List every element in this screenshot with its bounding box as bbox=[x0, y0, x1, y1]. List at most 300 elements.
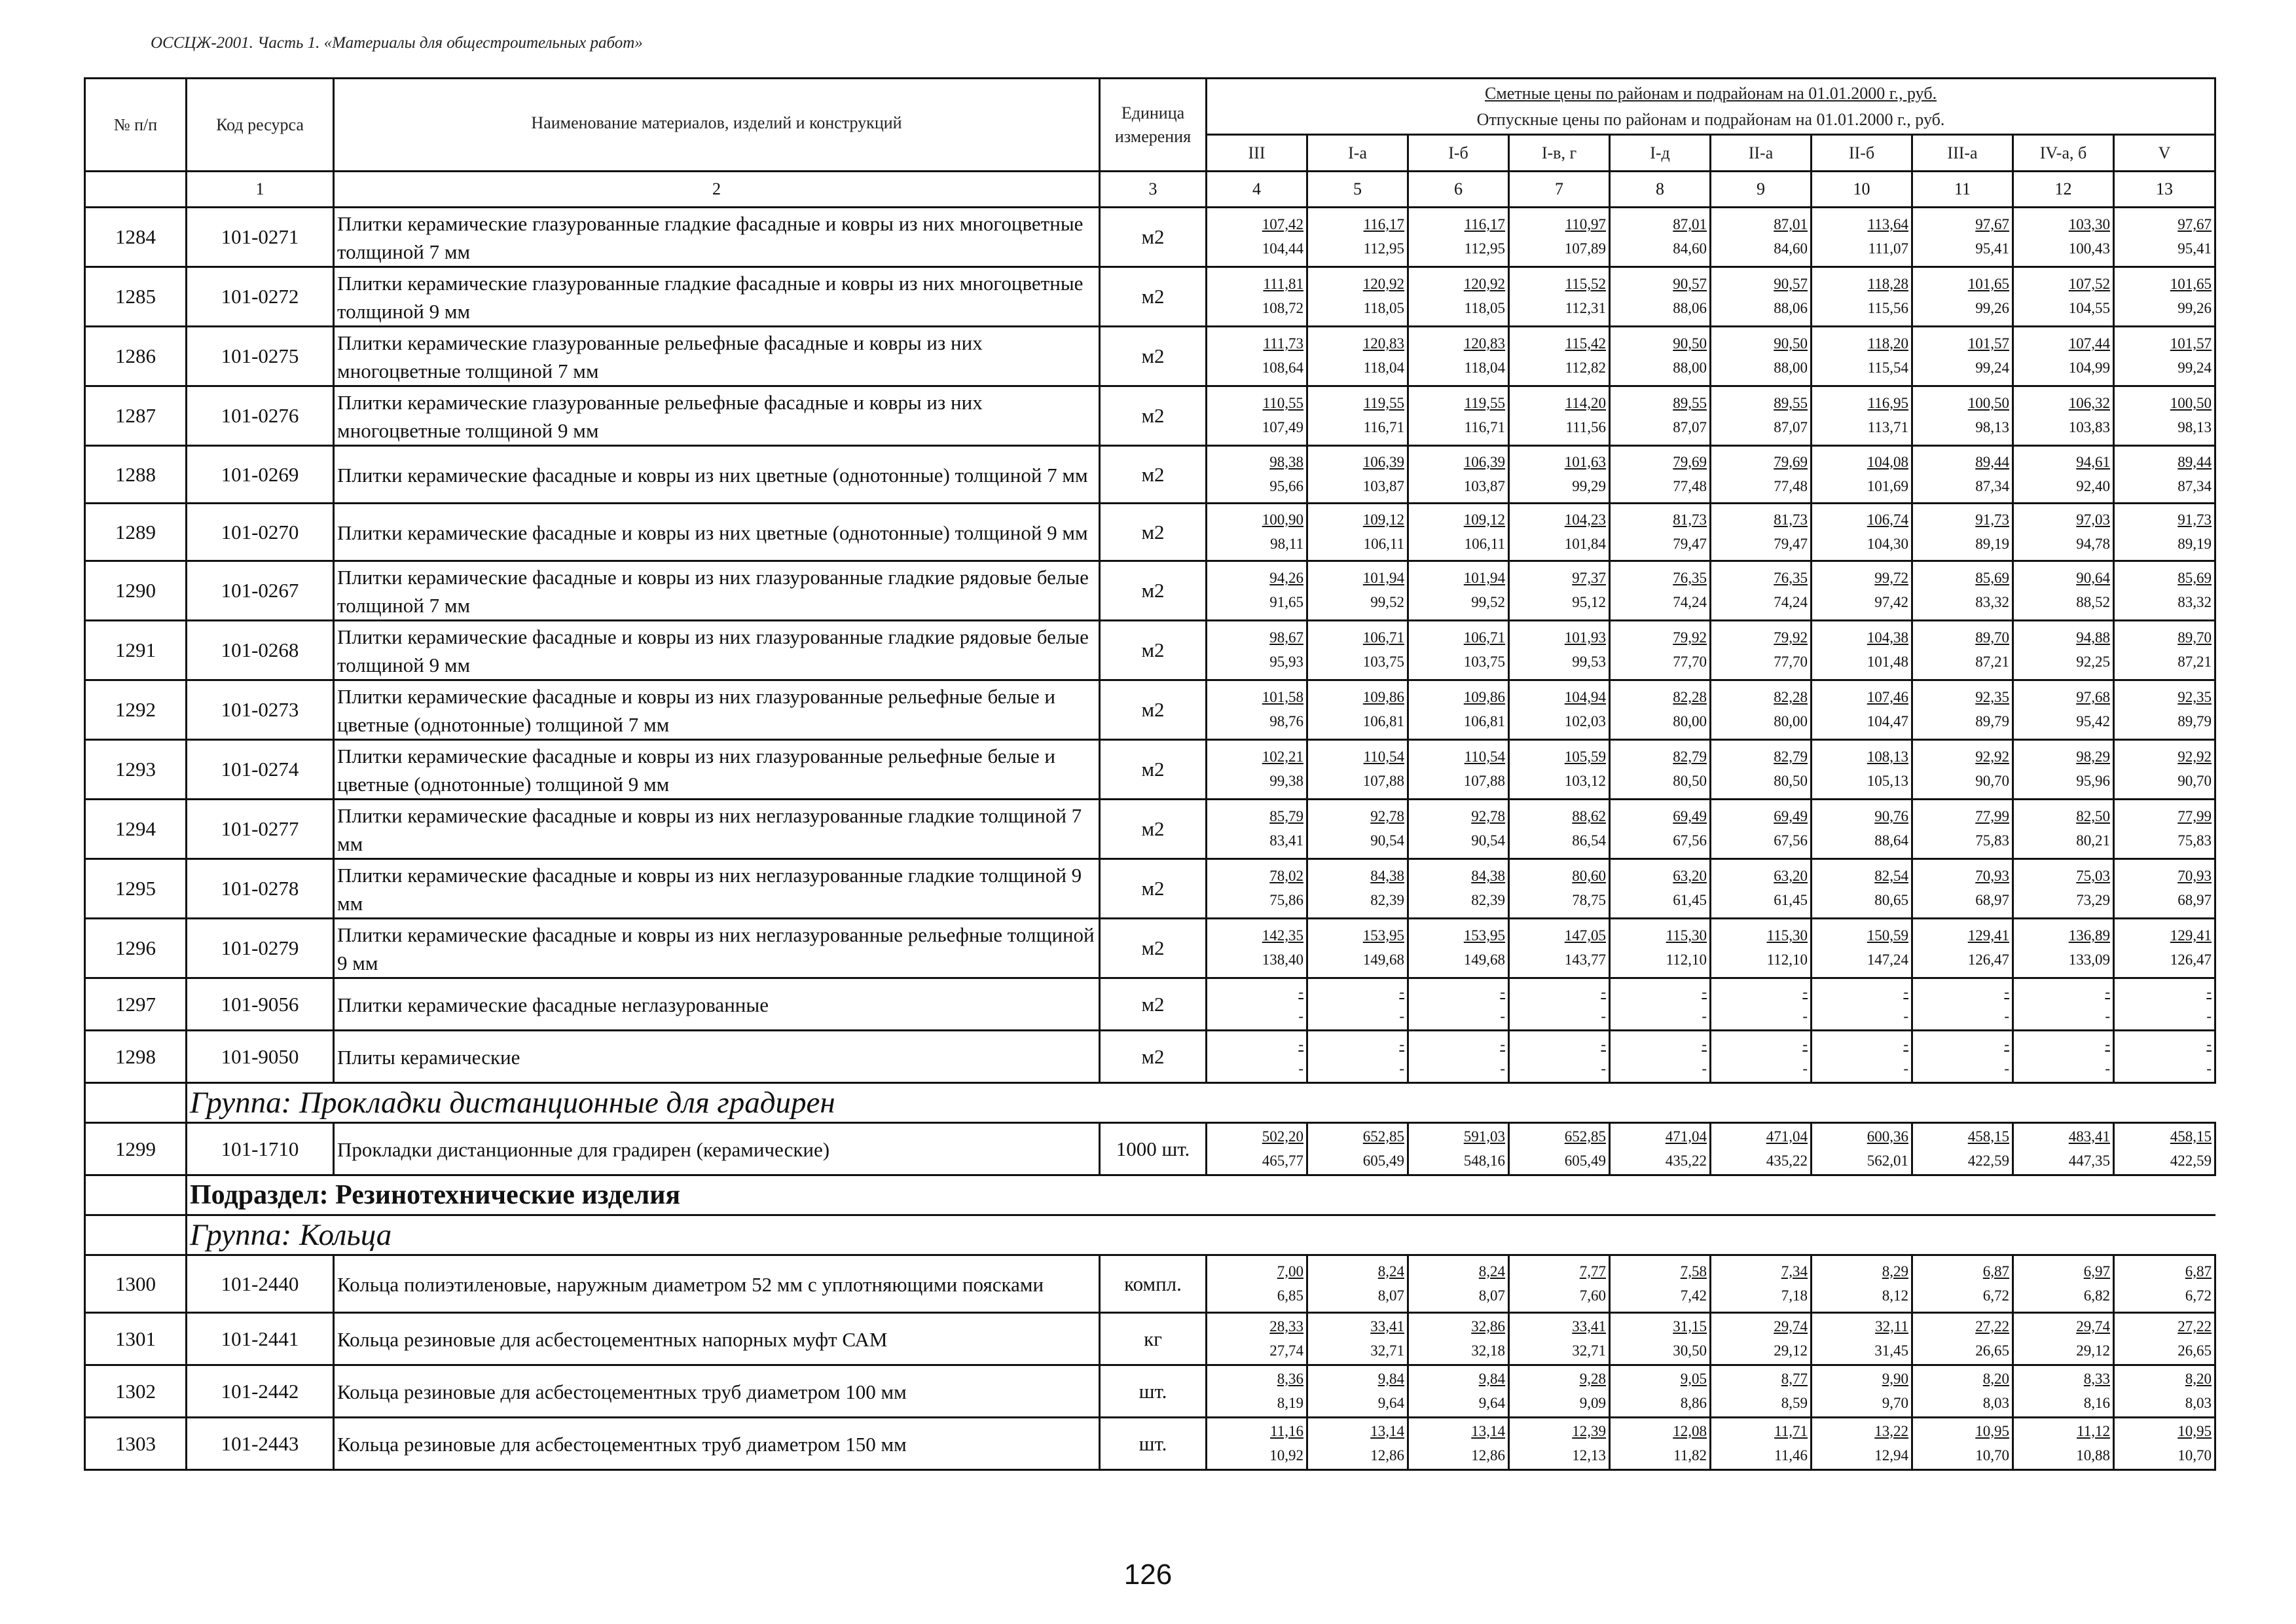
estimate-price: 107,52 bbox=[2068, 276, 2110, 292]
material-name: Кольца резиновые для асбестоцементных напорных муфт САМ bbox=[334, 1313, 1100, 1365]
estimate-price: 111,81 bbox=[1263, 276, 1303, 292]
release-price: 548,16 bbox=[1463, 1152, 1505, 1169]
price-cell bbox=[1912, 680, 2013, 740]
estimate-price: 11,71 bbox=[1774, 1422, 1808, 1439]
price-cell bbox=[2013, 1255, 2114, 1313]
release-price: 8,19 bbox=[1277, 1394, 1303, 1411]
release-price: 80,21 bbox=[2076, 832, 2110, 849]
price-cell bbox=[1912, 740, 2013, 800]
price-cell bbox=[1812, 800, 1912, 859]
release-price: 562,01 bbox=[1867, 1152, 1908, 1169]
release-price: 75,83 bbox=[1975, 832, 2009, 849]
release-price: 101,48 bbox=[1867, 654, 1908, 670]
price-cell bbox=[1207, 327, 1307, 386]
release-price: 107,88 bbox=[1463, 773, 1505, 789]
estimate-price: 78,02 bbox=[1269, 868, 1303, 884]
release-price: 143,77 bbox=[1564, 951, 1606, 968]
estimate-price: 94,88 bbox=[2076, 629, 2110, 646]
unit-of-measure: 1000 шт. bbox=[1100, 1123, 1207, 1175]
estimate-price: 98,38 bbox=[1269, 453, 1303, 470]
row-number: 1285 bbox=[85, 267, 187, 327]
estimate-price: 106,71 bbox=[1362, 629, 1404, 646]
release-price: 80,00 bbox=[1673, 713, 1707, 729]
release-price: 95,12 bbox=[1572, 594, 1606, 610]
release-price: 116,71 bbox=[1363, 419, 1404, 435]
price-cell bbox=[1610, 386, 1711, 446]
material-name: Кольца резиновые для асбестоцементных труб диаметром 150 мм bbox=[334, 1418, 1100, 1470]
price-cell bbox=[1912, 386, 2013, 446]
release-price: 74,24 bbox=[1774, 594, 1808, 610]
release-price: 92,25 bbox=[2076, 654, 2110, 670]
table-row bbox=[85, 1255, 2215, 1313]
release-price: 74,24 bbox=[1673, 594, 1707, 610]
release-price: 126,47 bbox=[2170, 951, 2212, 968]
price-cell bbox=[2013, 1365, 2114, 1418]
release-price: - bbox=[1702, 1007, 1707, 1024]
release-price: 26,65 bbox=[1975, 1342, 2009, 1359]
price-cell bbox=[2114, 561, 2215, 621]
estimate-price: 82,79 bbox=[1673, 748, 1707, 765]
price-cell bbox=[1812, 1255, 1912, 1313]
region-header: I-а bbox=[1307, 135, 1408, 172]
price-cell bbox=[1812, 1418, 1912, 1470]
price-cell bbox=[1912, 1031, 2013, 1083]
estimate-price: 9,28 bbox=[1579, 1370, 1606, 1387]
release-price: 95,66 bbox=[1269, 477, 1303, 494]
price-cell bbox=[1408, 680, 1509, 740]
release-price: - bbox=[1601, 1007, 1606, 1024]
estimate-price: 11,12 bbox=[2077, 1422, 2110, 1439]
estimate-price: 113,64 bbox=[1867, 216, 1908, 232]
estimate-price: 115,30 bbox=[1666, 927, 1707, 944]
group-title: Группа: Прокладки дистанционные для градирен bbox=[187, 1083, 2215, 1123]
estimate-price: - bbox=[2004, 1035, 2009, 1052]
price-cell bbox=[1711, 740, 1812, 800]
price-cell bbox=[1912, 1313, 2013, 1365]
price-cell bbox=[1912, 1255, 2013, 1313]
estimate-price: 109,86 bbox=[1362, 689, 1404, 705]
release-price: - bbox=[1903, 1060, 1908, 1077]
price-cell bbox=[1408, 504, 1509, 561]
price-cell bbox=[2114, 1313, 2215, 1365]
estimate-price: 90,64 bbox=[2076, 570, 2110, 586]
release-price: 107,49 bbox=[1262, 419, 1303, 435]
price-cell bbox=[1711, 800, 1812, 859]
price-cell bbox=[1207, 267, 1307, 327]
column-number: 1 bbox=[187, 172, 334, 208]
column-number-row bbox=[85, 172, 2215, 208]
release-price: 10,70 bbox=[2178, 1447, 2212, 1464]
resource-code: 101-0274 bbox=[187, 740, 334, 800]
release-price: 435,22 bbox=[1665, 1152, 1707, 1169]
release-price: - bbox=[2105, 1007, 2110, 1024]
release-price: 101,84 bbox=[1564, 535, 1606, 552]
price-cell bbox=[2013, 561, 2114, 621]
estimate-price: 69,49 bbox=[1673, 808, 1707, 824]
unit-of-measure: шт. bbox=[1100, 1365, 1207, 1418]
release-price: 87,21 bbox=[2178, 654, 2212, 670]
release-price: 88,06 bbox=[1673, 300, 1707, 316]
price-cell bbox=[1307, 267, 1408, 327]
estimate-price: 79,92 bbox=[1774, 629, 1808, 646]
price-cell bbox=[1711, 919, 1812, 978]
release-price: 29,12 bbox=[1774, 1342, 1808, 1359]
estimate-price: 90,50 bbox=[1774, 335, 1808, 352]
release-price: - bbox=[1702, 1060, 1707, 1077]
release-price: - bbox=[1500, 1060, 1505, 1077]
estimate-price: 85,69 bbox=[1975, 570, 2009, 586]
estimate-price: - bbox=[1903, 1035, 1908, 1052]
release-price: 90,70 bbox=[1975, 773, 2009, 789]
price-cell bbox=[1711, 1031, 1812, 1083]
estimate-price: 89,44 bbox=[2178, 453, 2212, 470]
release-price: 112,10 bbox=[1666, 951, 1707, 968]
estimate-price: 12,08 bbox=[1673, 1422, 1707, 1439]
price-cell bbox=[1307, 919, 1408, 978]
estimate-price: 119,55 bbox=[1363, 395, 1404, 411]
estimate-price: 115,52 bbox=[1565, 276, 1606, 292]
estimate-price: - bbox=[2105, 983, 2110, 1000]
price-cell bbox=[2114, 1031, 2215, 1083]
estimate-price: - bbox=[1903, 983, 1908, 1000]
release-price: 80,00 bbox=[1774, 713, 1808, 729]
material-name: Плитки керамические фасадные и ковры из них глазурованные рельефные белые и цветные (однотонные) толщиной 7 мм bbox=[334, 680, 1100, 740]
estimate-price: 136,89 bbox=[2068, 927, 2110, 944]
release-price: 84,60 bbox=[1774, 240, 1808, 257]
price-cell bbox=[1912, 621, 2013, 680]
unit-of-measure: м2 bbox=[1100, 859, 1207, 919]
estimate-price: 10,95 bbox=[2178, 1422, 2212, 1439]
estimate-price: - bbox=[1702, 1035, 1707, 1052]
estimate-price: 106,71 bbox=[1463, 629, 1505, 646]
material-name: Плитки керамические фасадные и ковры из них глазурованные гладкие рядовые белые толщиной 7 мм bbox=[334, 561, 1100, 621]
price-cell bbox=[1912, 327, 2013, 386]
release-price: - bbox=[2206, 1060, 2212, 1077]
release-price: 77,70 bbox=[1774, 654, 1808, 670]
price-cell bbox=[1610, 1031, 1711, 1083]
estimate-price: 106,74 bbox=[1867, 511, 1908, 528]
estimate-price: 13,14 bbox=[1370, 1422, 1404, 1439]
estimate-price: 32,86 bbox=[1471, 1318, 1505, 1335]
price-cell bbox=[1711, 1255, 1812, 1313]
estimate-price: 129,41 bbox=[2170, 927, 2212, 944]
estimate-price: 29,74 bbox=[1774, 1318, 1808, 1335]
release-price: 465,77 bbox=[1262, 1152, 1303, 1169]
price-cell bbox=[1812, 267, 1912, 327]
column-number: 3 bbox=[1100, 172, 1207, 208]
price-cell bbox=[1711, 267, 1812, 327]
estimate-price: - bbox=[2206, 983, 2212, 1000]
price-cell bbox=[1812, 919, 1912, 978]
price-cell bbox=[2114, 446, 2215, 504]
release-price: 8,07 bbox=[1478, 1287, 1505, 1304]
col-header-unit: Единица измерения bbox=[1100, 79, 1207, 172]
price-cell bbox=[1207, 208, 1307, 267]
price-cell bbox=[1912, 1123, 2013, 1175]
estimate-price: - bbox=[1399, 983, 1404, 1000]
price-cell bbox=[2114, 386, 2215, 446]
estimate-price: 97,67 bbox=[1975, 216, 2009, 232]
resource-code: 101-0268 bbox=[187, 621, 334, 680]
release-price: - bbox=[1802, 1060, 1808, 1077]
release-price: 98,13 bbox=[1975, 419, 2009, 435]
release-price: 29,12 bbox=[2076, 1342, 2110, 1359]
release-price: 101,69 bbox=[1867, 477, 1908, 494]
price-cell bbox=[1711, 1123, 1812, 1175]
release-price: 61,45 bbox=[1774, 892, 1808, 908]
release-price: 115,56 bbox=[1867, 300, 1908, 316]
unit-of-measure: м2 bbox=[1100, 978, 1207, 1031]
price-cell bbox=[1711, 327, 1812, 386]
estimate-price: 79,69 bbox=[1673, 453, 1707, 470]
release-price: 106,11 bbox=[1363, 535, 1404, 552]
estimate-price: 63,20 bbox=[1774, 868, 1808, 884]
estimate-price: 7,77 bbox=[1579, 1263, 1606, 1280]
release-price: 103,75 bbox=[1463, 654, 1505, 670]
price-cell bbox=[1307, 327, 1408, 386]
row-number: 1288 bbox=[85, 446, 187, 504]
table-row bbox=[85, 386, 2215, 446]
release-price: 12,13 bbox=[1572, 1447, 1606, 1464]
release-price: 104,44 bbox=[1262, 240, 1303, 257]
release-price: 99,53 bbox=[1572, 654, 1606, 670]
price-cell bbox=[1307, 1313, 1408, 1365]
price-cell bbox=[2013, 1313, 2114, 1365]
unit-of-measure: м2 bbox=[1100, 208, 1207, 267]
price-cell bbox=[1207, 1418, 1307, 1470]
price-cell bbox=[1207, 800, 1307, 859]
column-number: 2 bbox=[334, 172, 1100, 208]
price-cell bbox=[1812, 1365, 1912, 1418]
price-cell bbox=[1207, 978, 1307, 1031]
price-cell bbox=[2114, 208, 2215, 267]
estimate-price: 82,79 bbox=[1774, 748, 1808, 765]
resource-code: 101-0269 bbox=[187, 446, 334, 504]
estimate-price: 120,83 bbox=[1463, 335, 1505, 352]
release-price: 112,95 bbox=[1363, 240, 1404, 257]
unit-of-measure: м2 bbox=[1100, 327, 1207, 386]
material-name: Плитки керамические глазурованные гладкие фасадные и ковры из них многоцветные толщиной 9 мм bbox=[334, 267, 1100, 327]
price-cell bbox=[1812, 386, 1912, 446]
release-price: 11,82 bbox=[1673, 1447, 1707, 1464]
estimate-price: 97,68 bbox=[2076, 689, 2110, 705]
estimate-price: 8,29 bbox=[1882, 1263, 1908, 1280]
resource-code: 101-2440 bbox=[187, 1255, 334, 1313]
estimate-price: 90,76 bbox=[1874, 808, 1908, 824]
col-header-name: Наименование материалов, изделий и конструкций bbox=[334, 79, 1100, 172]
estimate-price: 8,77 bbox=[1781, 1370, 1808, 1387]
estimate-price: 87,01 bbox=[1673, 216, 1707, 232]
section-row bbox=[85, 1175, 2215, 1215]
estimate-price: 147,05 bbox=[1564, 927, 1606, 944]
estimate-price: 89,55 bbox=[1774, 395, 1808, 411]
release-price: 83,32 bbox=[2178, 594, 2212, 610]
estimate-price: 63,20 bbox=[1673, 868, 1707, 884]
estimate-price: 13,22 bbox=[1874, 1422, 1908, 1439]
unit-of-measure: м2 bbox=[1100, 561, 1207, 621]
estimate-price: 89,70 bbox=[1975, 629, 2009, 646]
price-cell bbox=[1408, 740, 1509, 800]
release-price: 107,89 bbox=[1564, 240, 1606, 257]
material-name: Плитки керамические фасадные неглазурованные bbox=[334, 978, 1100, 1031]
column-number: 4 bbox=[1207, 172, 1307, 208]
release-price: 98,11 bbox=[1270, 535, 1303, 552]
release-price: 10,92 bbox=[1269, 1447, 1303, 1464]
price-cell bbox=[1610, 800, 1711, 859]
release-price: - bbox=[1298, 1007, 1303, 1024]
estimate-price: 8,20 bbox=[1982, 1370, 2009, 1387]
price-cell bbox=[1408, 386, 1509, 446]
resource-code: 101-2442 bbox=[187, 1365, 334, 1418]
region-header: V bbox=[2114, 135, 2215, 172]
price-cell bbox=[1509, 504, 1610, 561]
release-price: 8,86 bbox=[1680, 1394, 1707, 1411]
estimate-price: 11,16 bbox=[1270, 1422, 1303, 1439]
estimate-price: 120,92 bbox=[1463, 276, 1505, 292]
release-price: - bbox=[1399, 1007, 1404, 1024]
price-cell bbox=[1912, 504, 2013, 561]
price-cell bbox=[1207, 1365, 1307, 1418]
release-price: 90,54 bbox=[1370, 832, 1404, 849]
release-price: 32,18 bbox=[1471, 1342, 1505, 1359]
release-price: 9,70 bbox=[1882, 1394, 1908, 1411]
row-number: 1301 bbox=[85, 1313, 187, 1365]
release-price: 75,83 bbox=[2178, 832, 2212, 849]
material-name: Кольца резиновые для асбестоцементных труб диаметром 100 мм bbox=[334, 1365, 1100, 1418]
price-cell bbox=[1207, 561, 1307, 621]
price-cell bbox=[1610, 1365, 1711, 1418]
release-price: 133,09 bbox=[2068, 951, 2110, 968]
row-number: 1299 bbox=[85, 1123, 187, 1175]
prices-title-estimate: Сметные цены по районам и подрайонам на 01.01.2000 г., руб. bbox=[1484, 83, 1937, 103]
estimate-price: 108,13 bbox=[1867, 748, 1908, 765]
release-price: 103,75 bbox=[1362, 654, 1404, 670]
release-price: 106,81 bbox=[1362, 713, 1404, 729]
estimate-price: 101,63 bbox=[1564, 453, 1606, 470]
price-cell bbox=[1509, 1255, 1610, 1313]
row-number: 1284 bbox=[85, 208, 187, 267]
row-number: 1286 bbox=[85, 327, 187, 386]
column-number: 7 bbox=[1509, 172, 1610, 208]
estimate-price: 91,73 bbox=[1975, 511, 2009, 528]
col-header-prices bbox=[1207, 79, 2215, 135]
unit-of-measure: м2 bbox=[1100, 621, 1207, 680]
table-row bbox=[85, 1031, 2215, 1083]
price-cell bbox=[1711, 1313, 1812, 1365]
row-number: 1294 bbox=[85, 800, 187, 859]
region-header: IV-а, б bbox=[2013, 135, 2114, 172]
estimate-price: - bbox=[1298, 983, 1303, 1000]
estimate-price: 101,57 bbox=[1967, 335, 2009, 352]
price-cell bbox=[2013, 859, 2114, 919]
estimate-price: 69,49 bbox=[1774, 808, 1808, 824]
release-price: 67,56 bbox=[1774, 832, 1808, 849]
release-price: 88,52 bbox=[2076, 594, 2110, 610]
release-price: 98,13 bbox=[2178, 419, 2212, 435]
estimate-price: 79,69 bbox=[1774, 453, 1808, 470]
release-price: - bbox=[2004, 1007, 2009, 1024]
release-price: 138,40 bbox=[1262, 951, 1303, 968]
release-price: 77,48 bbox=[1673, 477, 1707, 494]
estimate-price: 9,90 bbox=[1882, 1370, 1908, 1387]
resource-code: 101-9050 bbox=[187, 1031, 334, 1083]
column-number: 13 bbox=[2114, 172, 2215, 208]
row-number: 1297 bbox=[85, 978, 187, 1031]
price-cell bbox=[2114, 327, 2215, 386]
release-price: 8,03 bbox=[2185, 1394, 2212, 1411]
table-row bbox=[85, 1418, 2215, 1470]
estimate-price: 92,92 bbox=[1975, 748, 2009, 765]
price-cell bbox=[1408, 1123, 1509, 1175]
release-price: - bbox=[1500, 1007, 1505, 1024]
price-cell bbox=[1509, 1031, 1610, 1083]
price-cell bbox=[1711, 859, 1812, 919]
estimate-price: 115,30 bbox=[1766, 927, 1808, 944]
price-cell bbox=[1509, 267, 1610, 327]
estimate-price: 89,70 bbox=[2178, 629, 2212, 646]
price-cell bbox=[1610, 859, 1711, 919]
price-cell bbox=[1912, 208, 2013, 267]
release-price: 7,42 bbox=[1680, 1287, 1707, 1304]
release-price: 99,52 bbox=[1370, 594, 1404, 610]
resource-code: 101-0277 bbox=[187, 800, 334, 859]
price-cell bbox=[2013, 327, 2114, 386]
release-price: 91,65 bbox=[1269, 594, 1303, 610]
release-price: 88,00 bbox=[1673, 360, 1707, 376]
estimate-price: 92,35 bbox=[2178, 689, 2212, 705]
price-cell bbox=[1610, 1123, 1711, 1175]
price-cell bbox=[1812, 680, 1912, 740]
release-price: 27,74 bbox=[1269, 1342, 1303, 1359]
price-cell bbox=[1610, 978, 1711, 1031]
row-number: 1290 bbox=[85, 561, 187, 621]
estimate-price: 118,28 bbox=[1867, 276, 1908, 292]
resource-code: 101-0279 bbox=[187, 919, 334, 978]
release-price: 95,41 bbox=[2178, 240, 2212, 257]
estimate-price: - bbox=[1500, 1035, 1505, 1052]
estimate-price: 91,73 bbox=[2178, 511, 2212, 528]
price-cell bbox=[2013, 1123, 2114, 1175]
estimate-price: 150,59 bbox=[1867, 927, 1908, 944]
estimate-price: 102,21 bbox=[1262, 748, 1303, 765]
release-price: 9,64 bbox=[1377, 1394, 1404, 1411]
price-cell bbox=[1408, 267, 1509, 327]
price-cell bbox=[1812, 740, 1912, 800]
price-cell bbox=[1610, 504, 1711, 561]
price-cell bbox=[2114, 859, 2215, 919]
estimate-price: - bbox=[1601, 1035, 1606, 1052]
price-cell bbox=[1711, 978, 1812, 1031]
price-cell bbox=[2013, 267, 2114, 327]
column-number: 5 bbox=[1307, 172, 1408, 208]
release-price: 106,81 bbox=[1463, 713, 1505, 729]
material-name: Кольца полиэтиленовые, наружным диаметром 52 мм с уплотняющими поясками bbox=[334, 1255, 1100, 1313]
unit-of-measure: шт. bbox=[1100, 1418, 1207, 1470]
table-row bbox=[85, 561, 2215, 621]
release-price: 112,82 bbox=[1565, 360, 1606, 376]
estimate-price: 105,59 bbox=[1564, 748, 1606, 765]
price-cell bbox=[1307, 561, 1408, 621]
price-cell bbox=[1812, 1031, 1912, 1083]
estimate-price: 82,28 bbox=[1673, 689, 1707, 705]
price-cell bbox=[1912, 1418, 2013, 1470]
estimate-price: 109,12 bbox=[1362, 511, 1404, 528]
price-cell bbox=[2013, 1031, 2114, 1083]
estimate-price: 92,78 bbox=[1370, 808, 1404, 824]
price-cell bbox=[1610, 446, 1711, 504]
release-price: - bbox=[1601, 1060, 1606, 1077]
material-name: Плитки керамические глазурованные гладкие фасадные и ковры из них многоцветные толщиной 7 мм bbox=[334, 208, 1100, 267]
